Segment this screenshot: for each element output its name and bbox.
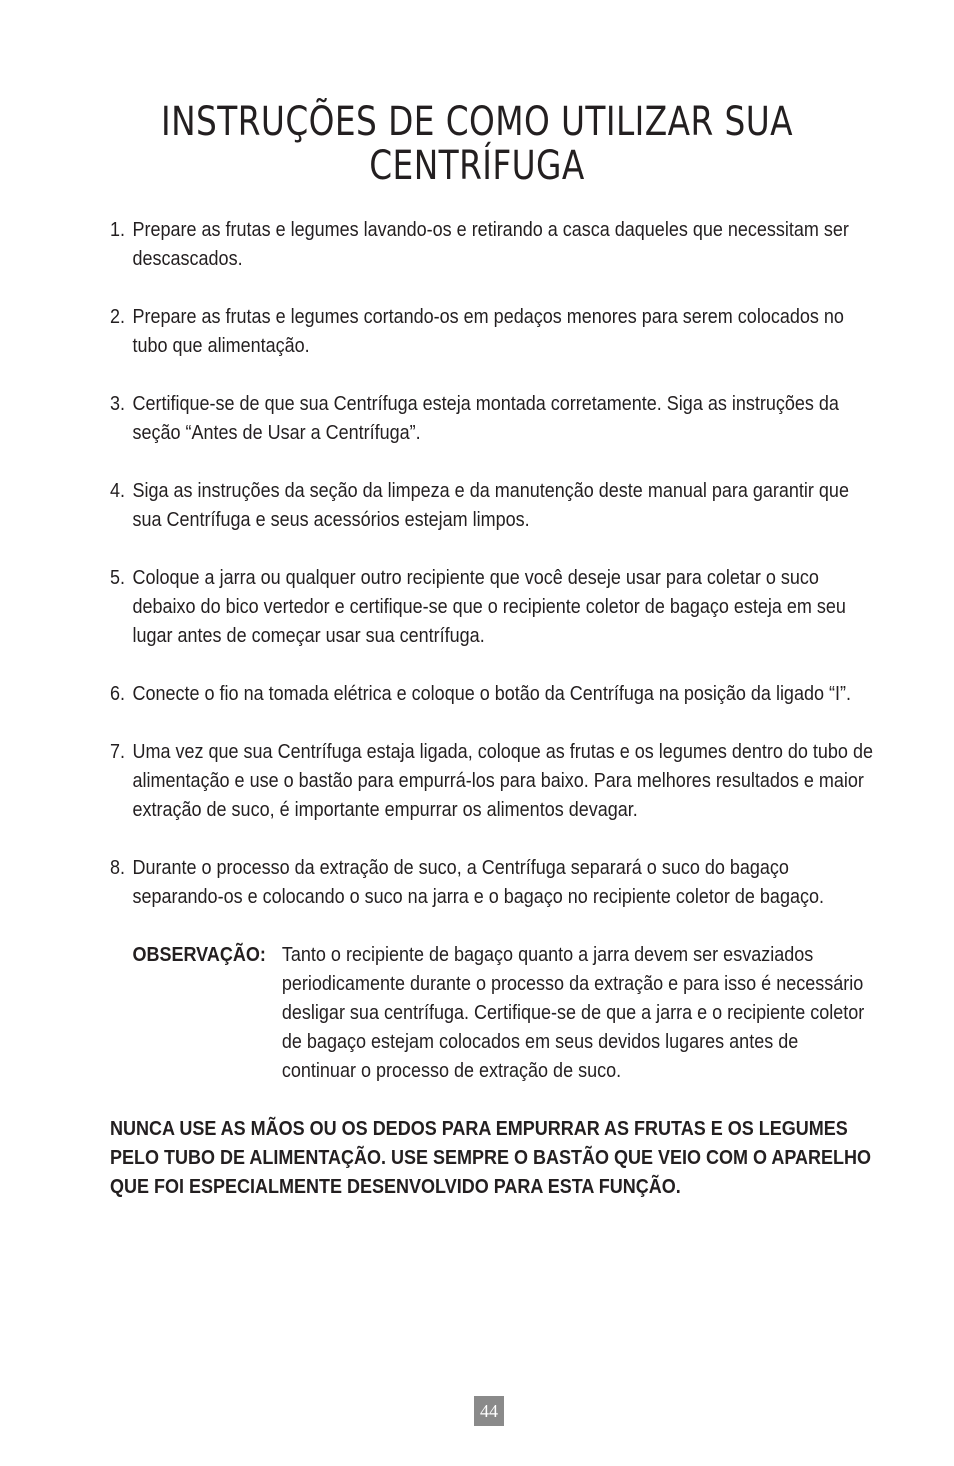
instruction-item-8 [110,854,875,912]
instruction-text: Siga as instruções da seção da limpeza e da manutenção deste manual para garantir que sua Centrífuga e seus acessórios estejam limpos. [132,480,849,531]
instruction-number: 4. [110,480,126,502]
instruction-text: Certifique-se de que sua Centrífuga esteja montada corretamente. Siga as instruções da seção “Antes de Usar a Centrífuga”. [132,393,839,444]
page-number: 44 [474,1396,504,1426]
instruction-item-7 [110,738,875,825]
page-title-line-1: INSTRUÇÕES DE COMO UTILIZAR SUA [161,99,793,145]
instruction-item-4 [110,477,875,535]
instruction-text: Prepare as frutas e legumes cortando-os em pedaços menores para serem colocados no tubo que alimentação. [132,306,844,357]
instruction-number: 1. [110,219,126,241]
instruction-item-3 [110,390,875,448]
safety-warning: NUNCA USE AS MÃOS OU OS DEDOS PARA EMPURRAR AS FRUTAS E OS LEGUMES PELO TUBO DE ALIMENTAÇÃO. USE SEMPRE O BASTÃO QUE VEIO COM O APARELHO QUE FOI ESPECIALMENTE DESENVOLVIDO PARA ESTA FUNÇÃO. [110,1118,872,1198]
instruction-number: 8. [110,857,126,879]
instruction-number: 7. [110,741,126,763]
instruction-item-1 [110,216,875,274]
instruction-number: 6. [110,683,126,705]
instruction-text: Uma vez que sua Centrífuga estaja ligada, coloque as frutas e os legumes dentro do tubo de alimentação e use o bastão para empurrá-los para baixo. Para melhores resultados e maior extração de suco, é importante empurrar os alimentos devagar. [132,741,873,821]
instruction-text: Prepare as frutas e legumes lavando-os e retirando a casca daqueles que necessitam ser descascados. [132,219,849,270]
observation-note [133,941,876,1086]
instruction-number: 5. [110,567,126,589]
instruction-item-2 [110,303,875,361]
instruction-text: Durante o processo da extração de suco, a Centrífuga separará o suco do bagaço separando-os e colocando o suco na jarra e o bagaço no recipiente coletor de bagaço. [132,857,824,908]
page-title-line-2: CENTRÍFUGA [369,143,585,189]
instruction-item-6 [110,680,875,709]
instruction-number: 3. [110,393,126,415]
instruction-item-5 [110,564,875,651]
instruction-number: 2. [110,306,126,328]
page-title [86,100,868,188]
instructions-body [110,216,873,1202]
observation-label: OBSERVAÇÃO: [132,944,266,966]
instruction-text: Coloque a jarra ou qualquer outro recipiente que você deseje usar para coletar o suco debaixo do bico vertedor e certifique-se que o recipiente coletor de bagaço esteja em seu lugar antes de começar usar sua centrífuga. [132,567,846,647]
observation-text: Tanto o recipiente de bagaço quanto a jarra devem ser esvaziados periodicamente durante o processo da extração e para isso é necessário desligar sua centrífuga. Certifique-se de que a jarra e o recipiente coletor de bagaço estejam colocados em seus devidos lugares antes de continuar o processo de extração de suco. [281,944,865,1082]
instruction-text: Conecte o fio na tomada elétrica e coloque o botão da Centrífuga na posição da ligado “I”. [132,683,851,705]
